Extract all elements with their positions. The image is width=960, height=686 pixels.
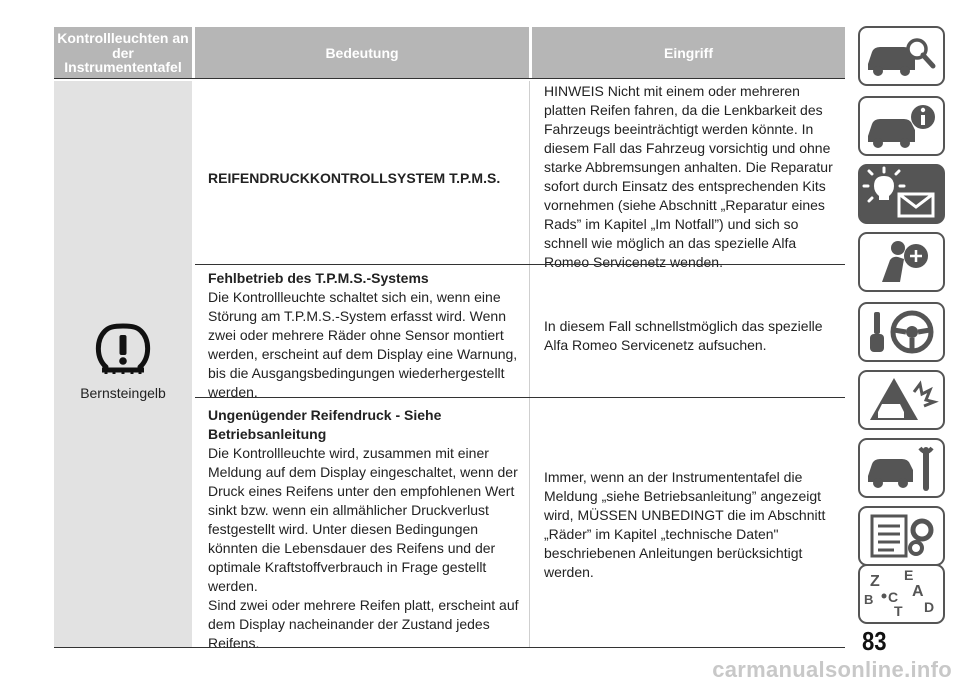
tab-safety[interactable] <box>858 232 945 292</box>
header-indicator-lights: Kontrollleuchten an der Instrumententafel <box>54 27 192 79</box>
technical-data-icon <box>860 508 943 564</box>
key-steering-wheel-icon <box>860 304 943 360</box>
row3-action: Immer, wenn an der Instrumententafel die Meldung „siehe Betriebsanleitung” angezeigt wird, MÜSSEN UNBEDINGT die im Abschnitt „Räder” im Kapitel „technische Daten" beschriebenen Anleitungen berücksichtigt werden. <box>544 469 826 580</box>
row2-action: In diesem Fall schnellstmöglich das spezielle Alfa Romeo Servicenetz aufsuchen. <box>544 318 823 353</box>
car-search-icon <box>860 28 943 84</box>
index-letter-d: D <box>924 599 935 615</box>
index-letter-z: Z <box>870 573 880 590</box>
column-divider <box>529 81 530 647</box>
row-rule-1 <box>195 264 845 265</box>
tab-car-search[interactable] <box>858 26 945 86</box>
page-number: 83 <box>862 626 887 656</box>
index-letter-a: A <box>912 583 924 600</box>
color-label: Bernsteingelb <box>80 385 166 401</box>
row1-action: HINWEIS Nicht mit einem oder mehreren platten Reifen fahren, da die Lenkbarkeit des Fahrzeugs beeinträchtigt werden könnte. In diesem Fall das Fahrzeug vorsichtig und ohne starke Abbremsungen anhalten. Die Reparatur sofort durch Einsatz des entsprechenden Kits vornehmen (siehe Abschnitt „Reparatur eines Rads” im Kapitel „Im Notfall”) und sich so schnell wie möglich an das spezielle Alfa Romeo Servicenetz wenden. <box>544 83 833 270</box>
tpms-warning-icon <box>92 318 154 380</box>
tab-maintenance[interactable] <box>858 438 945 498</box>
row2-meaning <box>208 269 523 402</box>
row1-meaning-title: REIFENDRUCKKONTROLLSYSTEM T.P.M.S. <box>208 170 501 186</box>
tab-index[interactable] <box>858 564 945 624</box>
row2-meaning-title: Fehlbetrieb des T.P.M.S.-Systems <box>208 270 429 286</box>
index-letter-c: C <box>888 589 899 605</box>
row-rule-2 <box>195 397 845 398</box>
car-crash-icon <box>860 372 943 428</box>
indicator-column <box>54 81 192 647</box>
index-letter-b: B <box>864 592 874 607</box>
header-rule <box>54 78 845 79</box>
tab-emergency[interactable] <box>858 370 945 430</box>
row3-meaning <box>208 406 523 653</box>
row3-meaning-body: Die Kontrollleuchte wird, zusammen mit einer Meldung auf dem Display eingeschaltet, wenn der Druck eines Reifens unter den empfohlenen Wert sinkt bzw. wenn ein allmählicher Druckverlust festgestellt wird. Unter diesen Bedingungen könnten die Lebensdauer des Reifens und der optimale Kraftstoffverbrauch in Frage gestellt werden. <box>208 445 518 594</box>
header-meaning: Bedeutung <box>195 27 529 79</box>
index-letter-t: T <box>894 603 903 619</box>
alphabet-index-icon <box>860 566 943 622</box>
tab-start-driving[interactable] <box>858 302 945 362</box>
index-letter-e: E <box>904 567 914 583</box>
header-action: Eingriff <box>532 27 845 79</box>
row2-meaning-body: Die Kontrollleuchte schaltet sich ein, wenn eine Störung am T.P.M.S.-System erfasst wird. Wenn zwei oder mehrere Räder ohne Sensor montiert werden, erscheint auf dem Display eine Warnung, bis die Ausgangsbedingungen wiederhergestellt werden. <box>208 289 518 400</box>
row3-meaning-body2: Sind zwei oder mehrere Reifen platt, erscheint auf dem Display nacheinander der Zustand jedes Reifens. <box>208 597 519 651</box>
tab-warning-lights[interactable] <box>858 164 945 224</box>
car-wrench-icon <box>860 440 943 496</box>
row3-meaning-title: Ungenügender Reifendruck - Siehe Betriebsanleitung <box>208 407 442 442</box>
airbag-person-icon <box>860 234 943 290</box>
warning-light-message-icon <box>860 166 943 222</box>
tab-technical-data[interactable] <box>858 506 945 566</box>
tab-car-info[interactable] <box>858 96 945 156</box>
footer-watermark: carmanualsonline.info <box>712 657 952 682</box>
car-info-icon <box>860 98 943 154</box>
table-bottom-rule <box>54 647 845 648</box>
